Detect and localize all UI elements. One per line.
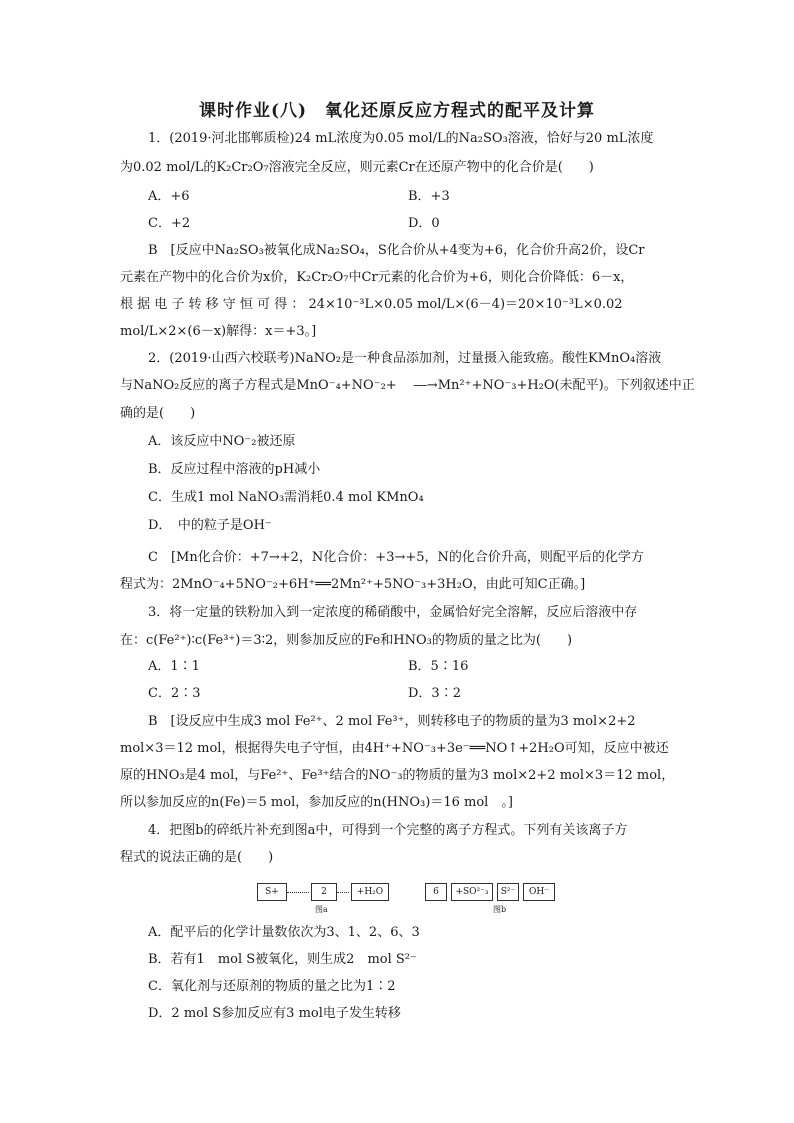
option-d: D．2 mol S参加反应有3 mol电子发生转移 bbox=[148, 1006, 401, 1021]
option-c: C．生成1 mol NaNO₃需消耗0.4 mol KMnO₄ bbox=[148, 490, 424, 505]
fig-a-box: S+ bbox=[257, 883, 287, 901]
figure-b-caption: 图b bbox=[493, 905, 507, 914]
text-line: 为0.02 mol/L的K₂Cr₂O₇溶液完全反应，则元素Cr在还原产物中的化合价是( ) bbox=[120, 160, 594, 175]
fig-a-box: +H₂O bbox=[351, 883, 389, 901]
fig-b-piece: OH⁻ bbox=[523, 883, 555, 901]
answer-line: C [Mn化合价：+7→+2，N化合价：+3→+5，N的化合价升高，则配平后的化学方 bbox=[148, 550, 644, 565]
answer-line: mol/L×2×(6－x)解得：x＝+3。] bbox=[120, 324, 317, 339]
answer-line: 元素在产物中的化合价为x价，K₂Cr₂O₇中Cr元素的化合价为+6，则化合价降低：6－x， bbox=[120, 270, 634, 285]
text-line: 程式的说法正确的是( ) bbox=[120, 850, 274, 865]
torn-paper-figure bbox=[257, 878, 557, 918]
fig-b-piece: S²⁻ bbox=[497, 883, 519, 901]
text-line: 4．把图b的碎纸片补充到图a中，可得到一个完整的离子方程式。下列有关该离子方 bbox=[148, 823, 628, 838]
text-line: 在：c(Fe²⁺)∶c(Fe³⁺)＝3∶2，则参加反应的Fe和HNO₃的物质的量之比为( ) bbox=[120, 633, 573, 648]
option-a: A．+6 bbox=[148, 189, 190, 204]
option-a: A．该反应中NO⁻₂被还原 bbox=[148, 434, 296, 449]
dotted-connector bbox=[287, 892, 309, 893]
option-d: D． 中的粒子是OH⁻ bbox=[148, 518, 272, 533]
answer-line: 根 据 电 子 转 移 守 恒 可 得 ： 24×10⁻³L×0.05 mol/L×(6－4)＝20×10⁻³L×0.02 bbox=[120, 297, 623, 312]
answer-line: B [设反应中生成3 mol Fe²⁺、2 mol Fe³⁺，则转移电子的物质的量为3 mol×2+2 bbox=[148, 714, 636, 729]
option-a: A．配平后的化学计量数依次为3、1、2、6、3 bbox=[148, 925, 420, 940]
dotted-connector bbox=[337, 892, 349, 893]
answer-line: mol×3＝12 mol，根据得失电子守恒，由4H⁺+NO⁻₃+3e⁻══NO↑+2H₂O可知，反应中被还 bbox=[120, 741, 669, 756]
option-d: D．0 bbox=[408, 216, 440, 231]
answer-line: 程式为：2MnO⁻₄+5NO⁻₂+6H⁺══2Mn²⁺+5NO⁻₃+3H₂O，由此可知C正确。] bbox=[120, 577, 586, 592]
answer-line: 原的HNO₃是4 mol，与Fe²⁺、Fe³⁺结合的NO⁻₃的物质的量为3 mol×2+2 mol×3＝12 mol， bbox=[120, 768, 675, 783]
option-c: C．2∶3 bbox=[148, 686, 201, 701]
option-c: C．+2 bbox=[148, 216, 191, 231]
option-d: D．3∶2 bbox=[408, 686, 461, 701]
option-c: C．氧化剂与还原剂的物质的量之比为1∶2 bbox=[148, 979, 396, 994]
option-b: B．反应过程中溶液的pH减小 bbox=[148, 462, 321, 477]
option-a: A．1∶1 bbox=[148, 659, 200, 674]
answer-line: 所以参加反应的n(Fe)＝5 mol，参加反应的n(HNO₃)＝16 mol 。] bbox=[120, 795, 513, 810]
page-title: 课时作业(八) 氧化还原反应方程式的配平及计算 bbox=[198, 101, 596, 121]
fig-b-piece: +SO²⁻₃ bbox=[451, 883, 493, 901]
text-line: 2．(2019·山西六校联考)NaNO₂是一种食品添加剂，过量摄入能致癌。酸性KMnO₄溶液 bbox=[148, 351, 662, 366]
answer-line: B [反应中Na₂SO₃被氧化成Na₂SO₄，S化合价从+4变为+6，化合价升高2价，设Cr bbox=[148, 243, 645, 258]
text-line: 1．(2019·河北邯郸质检)24 mL浓度为0.05 mol/L的Na₂SO₃溶液，恰好与20 mL浓度 bbox=[148, 131, 654, 146]
text-line: 3．将一定量的铁粉加入到一定浓度的稀硝酸中，金属恰好完全溶解，反应后溶液中存 bbox=[148, 605, 638, 620]
fig-b-piece: 6 bbox=[425, 883, 447, 901]
option-b: B．5∶16 bbox=[408, 659, 469, 674]
figure-a-caption: 图a bbox=[315, 905, 328, 914]
option-b: B．若有1 mol S被氧化，则生成2 mol S²⁻ bbox=[148, 952, 417, 967]
option-b: B．+3 bbox=[408, 189, 450, 204]
text-line: 与NaNO₂反应的离子方程式是MnO⁻₄+NO⁻₂+ ―→Mn²⁺+NO⁻₃+H₂O(未配平)。下列叙述中正 bbox=[120, 378, 695, 393]
text-line: 确的是( ) bbox=[120, 406, 196, 421]
fig-a-box: 2 bbox=[311, 883, 337, 901]
